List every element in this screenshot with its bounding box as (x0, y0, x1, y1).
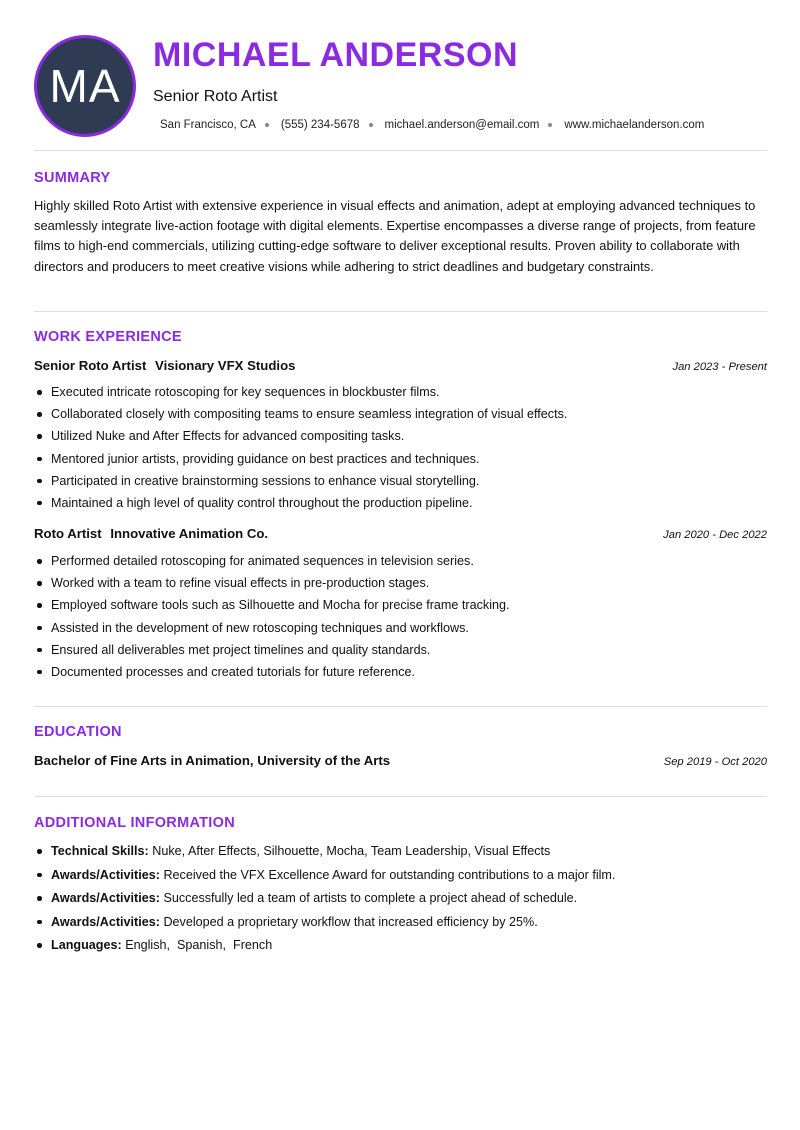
list-item: Participated in creative brainstorming sessions to enhance visual storytelling. (34, 472, 767, 494)
list-item: Maintained a high level of quality control throughout the production pipeline. (34, 494, 767, 516)
education-dates: Sep 2019 - Oct 2020 (663, 756, 767, 768)
list-item (34, 913, 767, 937)
summary-text: Highly skilled Roto Artist with extensive experience in visual effects and animation, adept at employing advanced techniques to seamlessly integrate live-action footage with digital elements. Expertise encompasses a diverse range of projects, from feature films to high-end commercials, utilizing cutting-edge software to deliver exceptional results. Proven ability to collaborate with directors and producers to meet creative visions while adhering to strict deadlines and budgetary constraints. (34, 198, 756, 274)
avatar (34, 35, 136, 137)
list-item (34, 866, 767, 890)
list-item (34, 842, 767, 866)
candidate-title: Senior Roto Artist (153, 88, 278, 105)
divider (34, 796, 767, 797)
job-title (34, 358, 295, 373)
job-header (34, 526, 767, 541)
additional-info-heading: ADDITIONAL INFORMATION (34, 815, 235, 831)
info-value: Received the VFX Excellence Award for outstanding contributions to a major film. (163, 867, 616, 882)
info-label: Technical Skills: (51, 844, 149, 858)
separator-dot-icon (548, 123, 552, 127)
list-item (34, 889, 767, 913)
list-item: Collaborated closely with compositing teams to ensure seamless integration of visual effects. (34, 405, 767, 427)
list-item: Documented processes and created tutorials for future reference. (34, 663, 767, 685)
list-item: Mentored junior artists, providing guidance on best practices and techniques. (34, 450, 767, 472)
summary-heading: SUMMARY (34, 170, 111, 186)
info-value: Successfully led a team of artists to complete a project ahead of schedule. (163, 891, 578, 906)
education-degree: Bachelor of Fine Arts in Animation, University of the Arts (34, 753, 391, 768)
list-item (34, 936, 767, 960)
info-value: Nuke, After Effects, Silhouette, Mocha, Team Leadership, Visual Effects (152, 844, 551, 858)
info-label: Awards/Activities: (51, 891, 160, 906)
additional-info-list (34, 842, 767, 960)
list-item: Utilized Nuke and After Effects for advanced compositing tasks. (34, 427, 767, 449)
info-value: Developed a proprietary workflow that increased efficiency by 25%. (163, 914, 538, 929)
work-experience-heading: WORK EXPERIENCE (34, 329, 182, 345)
candidate-name: MICHAEL ANDERSON (153, 36, 519, 74)
job-company: Innovative Animation Co. (110, 526, 269, 541)
contact-location: San Francisco, CA (160, 119, 256, 131)
job-role: Roto Artist (34, 526, 102, 541)
list-item: Ensured all deliverables met project timelines and quality standards. (34, 641, 767, 663)
job-role: Senior Roto Artist (34, 358, 147, 373)
separator-dot-icon (265, 123, 269, 127)
contact-website[interactable]: www.michaelanderson.com (564, 119, 705, 131)
job-bullet-list (34, 552, 767, 685)
info-value: English, Spanish, French (125, 938, 273, 953)
list-item: Executed intricate rotoscoping for key sequences in blockbuster films. (34, 383, 767, 405)
info-label: Awards/Activities: (51, 867, 160, 882)
divider (34, 150, 767, 151)
education-entry (34, 753, 767, 768)
list-item: Worked with a team to refine visual effects in pre-production stages. (34, 574, 767, 596)
job-company: Visionary VFX Studios (155, 358, 296, 373)
job-bullet-list (34, 383, 767, 516)
info-label: Awards/Activities: (51, 914, 160, 929)
avatar-initials: MA (49, 60, 121, 112)
job-dates: Jan 2023 - Present (672, 361, 767, 373)
separator-dot-icon (369, 123, 373, 127)
contact-line (160, 119, 704, 131)
job-header (34, 358, 767, 373)
contact-email[interactable]: michael.anderson@email.com (384, 119, 540, 131)
list-item: Assisted in the development of new rotoscoping techniques and workflows. (34, 619, 767, 641)
education-heading: EDUCATION (34, 724, 122, 740)
job-title (34, 526, 268, 541)
divider (34, 311, 767, 312)
list-item: Performed detailed rotoscoping for animated sequences in television series. (34, 552, 767, 574)
list-item: Employed software tools such as Silhouette and Mocha for precise frame tracking. (34, 596, 767, 618)
job-dates: Jan 2020 - Dec 2022 (663, 529, 767, 541)
contact-phone: (555) 234-5678 (280, 119, 360, 131)
info-label: Languages: (51, 938, 122, 953)
divider (34, 706, 767, 707)
